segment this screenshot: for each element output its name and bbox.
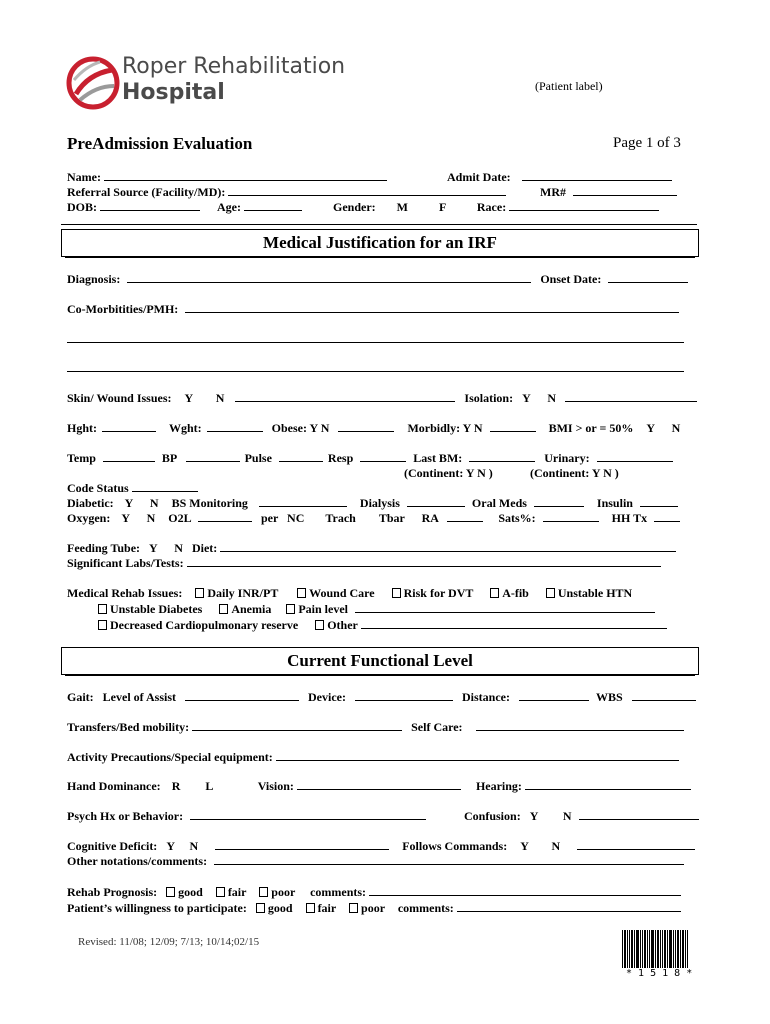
age-label: Age:	[217, 200, 241, 214]
device-field[interactable]	[355, 690, 453, 701]
oxygen-n-option[interactable]: N	[146, 511, 156, 525]
urinary-label: Urinary:	[544, 451, 590, 465]
bs-monitoring-field[interactable]	[259, 496, 347, 507]
diabetic-n-option[interactable]: N	[149, 496, 159, 510]
confusion-field[interactable]	[579, 809, 699, 820]
willingness-good-checkbox[interactable]: good	[256, 901, 293, 915]
urinary-field[interactable]	[597, 451, 673, 462]
row-skin	[67, 391, 697, 406]
logo-line-1: Roper Rehabilitation	[122, 54, 346, 79]
bmi-y-option[interactable]: Y	[646, 421, 655, 435]
skin-n-option[interactable]: N	[215, 391, 225, 405]
afib-checkbox[interactable]: A-fib	[490, 586, 529, 600]
row-other-notes	[67, 854, 684, 869]
referral-field[interactable]	[228, 185, 506, 196]
hospital-logo	[66, 56, 356, 112]
self-care-field[interactable]	[476, 720, 684, 731]
gait-label: Gait:	[67, 690, 94, 704]
other-notes-label: Other notations/comments:	[67, 854, 208, 868]
other-field[interactable]	[361, 618, 667, 629]
prognosis-label: Rehab Prognosis:	[67, 885, 158, 899]
barcode-icon	[622, 930, 688, 968]
row-admit	[447, 170, 672, 185]
gender-f-option[interactable]: F	[438, 200, 446, 214]
hh-tx-label: HH Tx	[611, 511, 648, 525]
mr-field[interactable]	[573, 185, 677, 196]
row-rehab-issues-3	[98, 618, 667, 633]
vision-label: Vision:	[257, 779, 294, 793]
hearing-label: Hearing:	[475, 779, 522, 793]
labs-label: Significant Labs/Tests:	[67, 556, 184, 570]
sats-field[interactable]	[543, 511, 599, 522]
row-comorbidities	[67, 302, 679, 317]
hand-dominance-label: Hand Dominance:	[67, 779, 161, 793]
psych-field[interactable]	[190, 809, 426, 820]
activity-label: Activity Precautions/Special equipment:	[67, 750, 273, 764]
morbidly-label[interactable]: Morbidly: Y N	[407, 421, 483, 435]
temp-label: Temp	[67, 451, 96, 465]
follows-y-option[interactable]: Y	[520, 839, 529, 853]
prognosis-good-checkbox[interactable]: good	[166, 885, 203, 899]
bp-field[interactable]	[186, 451, 240, 462]
divider	[61, 224, 697, 225]
admit-date-field[interactable]	[522, 170, 672, 181]
cognitive-label: Cognitive Deficit:	[67, 839, 158, 853]
row-gait	[67, 690, 696, 705]
barcode-number: * 1 5 1 8 *	[626, 968, 693, 979]
row-activity	[67, 750, 679, 765]
bowel-continent[interactable]: (Continent: Y N )	[404, 466, 493, 480]
insulin-label: Insulin	[596, 496, 633, 510]
isolation-n-option[interactable]: N	[547, 391, 557, 405]
admit-date-label: Admit Date:	[447, 170, 511, 184]
other-notes-field[interactable]	[214, 854, 684, 865]
skin-label: Skin/ Wound Issues:	[67, 391, 172, 405]
medical-heading: Medical Justification for an IRF	[263, 233, 497, 252]
anemia-checkbox[interactable]: Anemia	[219, 602, 271, 616]
row-psych	[67, 809, 426, 824]
referral-label: Referral Source (Facility/MD):	[67, 185, 226, 199]
onset-date-field[interactable]	[608, 272, 688, 283]
dob-field[interactable]	[100, 200, 200, 211]
confusion-label: Confusion:	[464, 809, 521, 823]
confusion-y-option[interactable]: Y	[529, 809, 538, 823]
willingness-poor-checkbox[interactable]: poor	[349, 901, 385, 915]
row-prognosis	[67, 885, 681, 900]
row-rehab-issues-2	[98, 602, 655, 617]
ra-field[interactable]	[447, 511, 483, 522]
isolation-label: Isolation:	[464, 391, 514, 405]
trach-option[interactable]: Trach	[325, 511, 356, 525]
page-title: PreAdmission Evaluation	[67, 134, 253, 153]
diet-field[interactable]	[220, 541, 676, 552]
nc-option[interactable]: NC	[287, 511, 305, 525]
level-assist-field[interactable]	[185, 690, 299, 701]
row-diagnosis	[67, 272, 688, 287]
labs-field[interactable]	[187, 556, 661, 567]
cardio-checkbox[interactable]: Decreased Cardiopulmonary reserve	[98, 618, 298, 632]
diabetes-checkbox[interactable]: Unstable Diabetes	[98, 602, 202, 616]
level-assist-label: Level of Assist	[102, 690, 177, 704]
inr-checkbox[interactable]: Daily INR/PT	[195, 586, 278, 600]
comorbidities-field[interactable]	[185, 302, 679, 313]
row-feeding	[67, 541, 676, 556]
skin-y-option[interactable]: Y	[184, 391, 193, 405]
row-cognitive	[67, 839, 695, 854]
resp-field[interactable]	[360, 451, 406, 462]
ra-label: RA	[421, 511, 439, 525]
o2l-field[interactable]	[198, 511, 252, 522]
medical-justification-header	[61, 229, 699, 257]
prognosis-comments-field[interactable]	[369, 885, 681, 896]
dob-label: DOB:	[67, 200, 97, 214]
row-mr	[540, 185, 677, 200]
psych-label: Psych Hx or Behavior:	[67, 809, 184, 823]
distance-label: Distance:	[462, 690, 510, 704]
height-label: Hght:	[67, 421, 97, 435]
cognitive-field[interactable]	[215, 839, 389, 850]
patient-label: (Patient label)	[535, 79, 603, 93]
name-label: Name:	[67, 170, 101, 184]
code-status-field[interactable]	[132, 481, 198, 492]
functional-level-header	[61, 647, 699, 675]
barcode	[622, 930, 688, 968]
resp-label: Resp	[327, 451, 354, 465]
diagnosis-label: Diagnosis:	[67, 272, 121, 286]
willingness-fair-checkbox[interactable]: fair	[306, 901, 336, 915]
row-vitals-2	[67, 451, 673, 466]
temp-field[interactable]	[103, 451, 155, 462]
wbs-field[interactable]	[632, 690, 696, 701]
code-status-label: Code Status	[67, 481, 129, 495]
gender-label: Gender:	[333, 200, 376, 214]
self-care-label: Self Care:	[411, 720, 463, 734]
morbidly-field[interactable]	[490, 421, 536, 432]
transfers-field[interactable]	[192, 720, 402, 731]
oral-meds-field[interactable]	[534, 496, 584, 507]
name-field[interactable]	[104, 170, 387, 181]
weight-field[interactable]	[207, 421, 263, 432]
hh-tx-field[interactable]	[654, 511, 680, 522]
prognosis-comments-label: comments:	[310, 885, 367, 899]
feeding-n-option[interactable]: N	[174, 541, 183, 555]
willingness-comments-field[interactable]	[457, 901, 681, 912]
row-code-status	[67, 481, 198, 496]
row-labs	[67, 556, 661, 571]
prognosis-fair-checkbox[interactable]: fair	[216, 885, 246, 899]
diabetic-y-option[interactable]: Y	[124, 496, 133, 510]
hearing-field[interactable]	[525, 779, 691, 790]
other-checkbox[interactable]: Other	[315, 618, 357, 632]
page-number: Page 1 of 3	[613, 135, 681, 151]
vision-field[interactable]	[297, 779, 461, 790]
row-name	[67, 170, 387, 185]
revised-dates: Revised: 11/08; 12/09; 7/13; 10/14;02/15	[78, 936, 260, 948]
gender-m-option[interactable]: M	[396, 200, 408, 214]
insulin-field[interactable]	[640, 496, 678, 507]
bmi-n-option[interactable]: N	[671, 421, 681, 435]
dialysis-field[interactable]	[407, 496, 465, 507]
activity-field[interactable]	[276, 750, 679, 761]
cognitive-n-option[interactable]: N	[189, 839, 199, 853]
feeding-tube-label: Feeding Tube:	[67, 541, 141, 555]
race-label: Race:	[476, 200, 507, 214]
diagnosis-field[interactable]	[127, 272, 531, 283]
row-referral	[67, 185, 506, 200]
bmi-label: BMI > or = 50%	[548, 421, 634, 435]
race-field[interactable]	[509, 200, 659, 211]
diet-label: Diet:	[191, 541, 218, 555]
functional-heading: Current Functional Level	[287, 651, 473, 670]
row-diabetic	[67, 496, 678, 511]
row-transfers	[67, 720, 684, 735]
follows-field[interactable]	[577, 839, 695, 850]
last-bm-field[interactable]	[469, 451, 535, 462]
comorbidities-line-3[interactable]	[67, 371, 684, 372]
distance-field[interactable]	[519, 690, 589, 701]
pain-checkbox[interactable]: Pain level	[286, 602, 348, 616]
follows-n-option[interactable]: N	[551, 839, 561, 853]
htn-checkbox[interactable]: Unstable HTN	[546, 586, 632, 600]
row-willingness	[67, 901, 681, 916]
logo-line-2: Hospital	[122, 80, 225, 105]
oxygen-y-option[interactable]: Y	[121, 511, 130, 525]
diabetic-label: Diabetic:	[67, 496, 114, 510]
oxygen-label: Oxygen:	[67, 511, 111, 525]
prognosis-poor-checkbox[interactable]: poor	[259, 885, 295, 899]
logo-emblem-icon	[66, 56, 120, 110]
row-vitals-1	[67, 421, 680, 436]
dialysis-label: Dialysis	[359, 496, 400, 510]
pulse-label: Pulse	[244, 451, 272, 465]
transfers-label: Transfers/Bed mobility:	[67, 720, 190, 734]
row-dob	[67, 200, 659, 215]
obese-field[interactable]	[338, 421, 394, 432]
per-label: per	[260, 511, 279, 525]
oral-meds-label: Oral Meds	[471, 496, 527, 510]
skin-field[interactable]	[235, 391, 455, 402]
hand-r-option[interactable]: R	[171, 779, 181, 793]
height-field[interactable]	[102, 421, 156, 432]
follows-commands-label: Follows Commands:	[402, 839, 508, 853]
confusion-n-option[interactable]: N	[562, 809, 572, 823]
pain-field[interactable]	[355, 602, 655, 613]
device-label: Device:	[308, 690, 346, 704]
wound-care-checkbox[interactable]: Wound Care	[297, 586, 374, 600]
last-bm-label: Last BM:	[413, 451, 463, 465]
bp-label: BP	[161, 451, 177, 465]
pulse-field[interactable]	[279, 451, 323, 462]
o2l-label: O2L	[168, 511, 191, 525]
row-confusion	[464, 809, 699, 824]
tbar-option[interactable]: Tbar	[378, 511, 405, 525]
row-rehab-issues-1	[67, 586, 632, 601]
wbs-label: WBS	[596, 690, 623, 704]
willingness-comments-label: comments:	[397, 901, 454, 915]
bs-monitoring-label: BS Monitoring	[171, 496, 248, 510]
onset-date-label: Onset Date:	[540, 272, 602, 286]
urinary-continent[interactable]: (Continent: Y N )	[530, 466, 619, 480]
feeding-y-option[interactable]: Y	[149, 541, 158, 555]
row-oxygen	[67, 511, 680, 526]
sats-label: Sats%:	[498, 511, 536, 525]
dvt-checkbox[interactable]: Risk for DVT	[392, 586, 474, 600]
weight-label: Wght:	[169, 421, 202, 435]
row-hand	[67, 779, 691, 794]
isolation-field[interactable]	[565, 391, 697, 402]
mr-label: MR#	[540, 185, 566, 199]
rehab-issues-label: Medical Rehab Issues:	[67, 586, 183, 600]
isolation-y-option[interactable]: Y	[522, 391, 531, 405]
hand-l-option[interactable]: L	[205, 779, 213, 793]
obese-label[interactable]: Obese: Y N	[271, 421, 330, 435]
comorbidities-label: Co-Morbitities/PMH:	[67, 302, 179, 316]
willingness-label: Patient’s willingness to participate:	[67, 901, 247, 915]
age-field[interactable]	[244, 200, 302, 211]
cognitive-y-option[interactable]: Y	[166, 839, 175, 853]
comorbidities-line-2[interactable]	[67, 342, 684, 343]
